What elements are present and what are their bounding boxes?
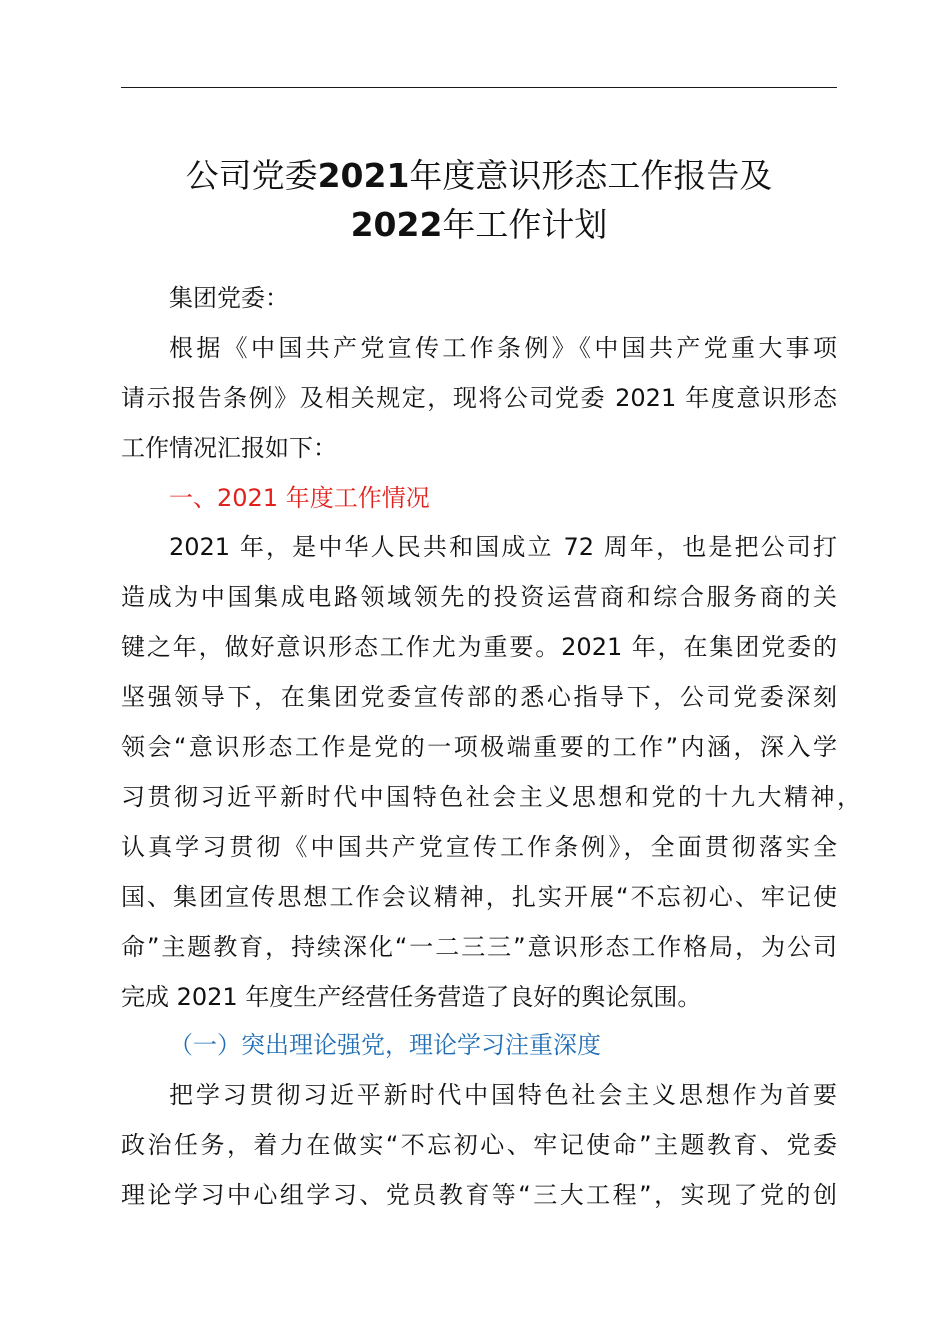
document-title-line-1: 公司党委2021年度意识形态工作报告及: [185, 156, 773, 195]
subsection-1-paragraph: 把学习贯彻习近平新时代中国特色社会主义思想作为首要 政治任务，着力在做实“不忘初心、牢记使命”主题教育、党委 理论学习中心组学习、党员教育等“三大工程”，实现了党的创: [121, 1081, 837, 1209]
section-1-paragraph: 2021 年，是中华人民共和国成立 72 周年，也是把公司打 造成为中国集成电路领域领先的投资运营商和综合服务商的关 键之年，做好意识形态工作尤为重要。2021 年，在集团党委的 坚强领导下，在集团党委宣传部的悉心指导下，公司党委深刻 领会“意识形态工作是党的一项极端重要的工作”内涵，深入学 习贯彻习近平新时代中国特色社会主义思想和党的十九大精神， 认真学习贯彻《中国共产党宣传工作条例》，全面贯彻落实全 国、集团宣传思想工作会议精神，扎实开展“不忘初心、牢记使 命”主题教育，持续深化“一二三三”意识形态工作格局，为公司 完成 2021 年度生产经营任务营造了良好的舆论氛围。: [121, 533, 861, 1011]
intro-paragraph: 根据《中国共产党宣传工作条例》《中国共产党重大事项 请示报告条例》及相关规定，现将公司党委 2021 年度意识形态 工作情况汇报如下：: [121, 334, 837, 462]
document-title-line-2: 2022年工作计划: [350, 205, 608, 244]
header-rule: [121, 87, 837, 88]
subsection-heading-1: （一）突出理论强党，理论学习注重深度: [169, 1031, 601, 1059]
salutation: 集团党委：: [169, 284, 289, 312]
section-heading-1: 一、2021 年度工作情况: [169, 484, 430, 512]
